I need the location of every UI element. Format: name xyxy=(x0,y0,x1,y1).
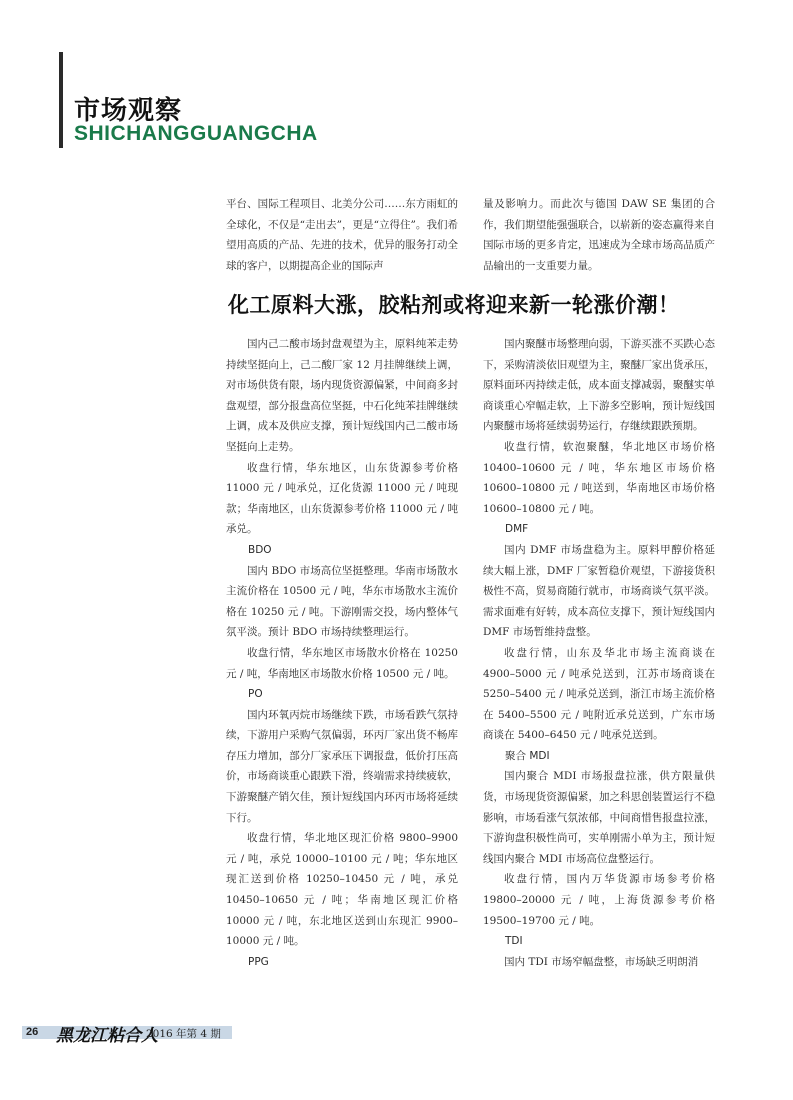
section-title: 市场观察 xyxy=(74,96,183,126)
paragraph: 收盘行情，山东及华北市场主流商谈在 4900–5000 元 / 吨承兑送到，江苏市场商谈在 5250–5400 元 / 吨承兑送到，浙江市场主流价格在 5400–5500 元 / 吨附近承兑送到，广东市场商谈在 5400–6450 元 / 吨承兑送到。 xyxy=(483,646,715,742)
intro-paragraph: 量及影响力。而此次与德国 DAW SE 集团的合作，我们期望能强强联合，以崭新的姿态赢得来自国际市场的更多肯定，迅速成为全球市场高品质产品输出的一支重要力量。 xyxy=(483,198,715,272)
page-number: 26 xyxy=(26,1026,39,1038)
paragraph: 国内 DMF 市场盘稳为主。原料甲醇价格延续大幅上涨，DMF 厂家暂稳价观望，下游接货积极性不高，贸易商随行就市，市场商谈气氛平淡。需求面难有好转，成本高位支撑下，预计短线国内 DMF 市场暂维持盘整。 xyxy=(483,543,715,639)
paragraph: 国内 TDI 市场窄幅盘整，市场缺乏明朗消 xyxy=(504,955,699,968)
article-headline: 化工原料大涨，胶粘剂或将迎来新一轮涨价潮！ xyxy=(228,293,680,317)
subheading-bdo: BDO xyxy=(248,543,272,556)
subheading-tdi: TDI xyxy=(505,935,523,948)
paragraph: 收盘行情，华东地区，山东货源参考价格 11000 元 / 吨承兑，辽化货源 11000 元 / 吨现款；华南地区，山东货源参考价格 11000 元 / 吨承兑。 xyxy=(226,461,458,536)
subheading-mdi: 聚合 MDI xyxy=(505,749,550,762)
subheading-ppg: PPG xyxy=(248,955,269,968)
intro-column-left xyxy=(226,194,458,276)
paragraph: 收盘行情，国内万华货源市场参考价格 19800–20000 元 / 吨，上海货源参考价格 19500–19700 元 / 吨。 xyxy=(483,873,715,927)
article-column-right xyxy=(483,334,715,972)
subheading-dmf: DMF xyxy=(505,523,529,536)
paragraph: 收盘行情，华东地区市场散水价格在 10250 元 / 吨，华南地区市场散水价格 10500 元 / 吨。 xyxy=(226,646,458,680)
paragraph: 收盘行情，华北地区现汇价格 9800–9900 元 / 吨，承兑 10000–10100 元 / 吨；华东地区现汇送到价格 10250–10450 元 / 吨，承兑 10450–10650 元 / 吨；华南地区现汇价格 10000 元 / 吨，东北地区送到山东现汇 9900–10000 元 / 吨。 xyxy=(226,832,458,948)
paragraph: 国内聚合 MDI 市场报盘拉涨，供方限量供货，市场现货资源偏紧，加之科思创装置运行不稳影响，市场看涨气氛浓郁，中间商惜售报盘拉涨，下游询盘积极性尚可，实单刚需小单为主，预计短线国内聚合 MDI 市场高位盘整运行。 xyxy=(483,770,715,865)
paragraph: 国内己二酸市场封盘观望为主，原料纯苯走势持续坚挺向上，己二酸厂家 12 月挂牌继续上调，对市场供货有限，场内现货资源偏紧，中间商多封盘观望，部分报盘高位坚挺，中石化纯苯挂牌继续上调，成本及供应支撑，预计短线国内己二酸市场坚挺向上走势。 xyxy=(226,338,458,453)
paragraph: 国内环氧丙烷市场继续下跌，市场看跌气氛持续，下游用户采购气氛偏弱，环丙厂家出货不畅库存压力增加，部分厂家承压下调报盘，低价打压高价，市场商谈重心跟跌下滑，终端需求持续疲软，下游聚醚产销欠佳，预计短线国内环丙市场将延续下行。 xyxy=(226,708,458,824)
paragraph: 国内 BDO 市场高位坚挺整理。华南市场散水主流价格在 10500 元 / 吨，华东市场散水主流价格在 10250 元 / 吨。下游刚需交投，场内整体气氛平淡。预计 BDO 市场持续整理运行。 xyxy=(226,564,458,639)
intro-paragraph: 平台、国际工程项目、北美分公司……东方雨虹的全球化，不仅是“走出去”，更是“立得住”。我们希望用高质的产品、先进的技术，优异的服务打动全球的客户，以期提高企业的国际声 xyxy=(226,198,458,272)
article-column-left xyxy=(226,334,458,972)
paragraph: 收盘行情，软泡聚醚，华北地区市场价格 10400–10600 元 / 吨，华东地区市场价格 10600–10800 元 / 吨送到，华南地区市场价格 10600–10800 元 / 吨。 xyxy=(483,440,715,515)
section-pinyin: SHICHANGGUANGCHA xyxy=(74,122,318,145)
intro-column-right xyxy=(483,194,715,276)
section-divider-bar xyxy=(59,52,63,148)
subheading-po: PO xyxy=(248,688,263,701)
magazine-logo: 黑龙江粘合人 xyxy=(56,1026,158,1046)
issue-label: 2016 年第 4 期 xyxy=(146,1028,221,1040)
paragraph: 国内聚醚市场整理向弱，下游买涨不买跌心态下，采购清淡依旧观望为主，聚醚厂家出货承压，原料面环丙持续走低，成本面支撑减弱，聚醚实单商谈重心窄幅走软，上下游多空影响，预计短线国内聚醚市场将延续弱势运行，存继续跟跌预期。 xyxy=(483,338,715,433)
